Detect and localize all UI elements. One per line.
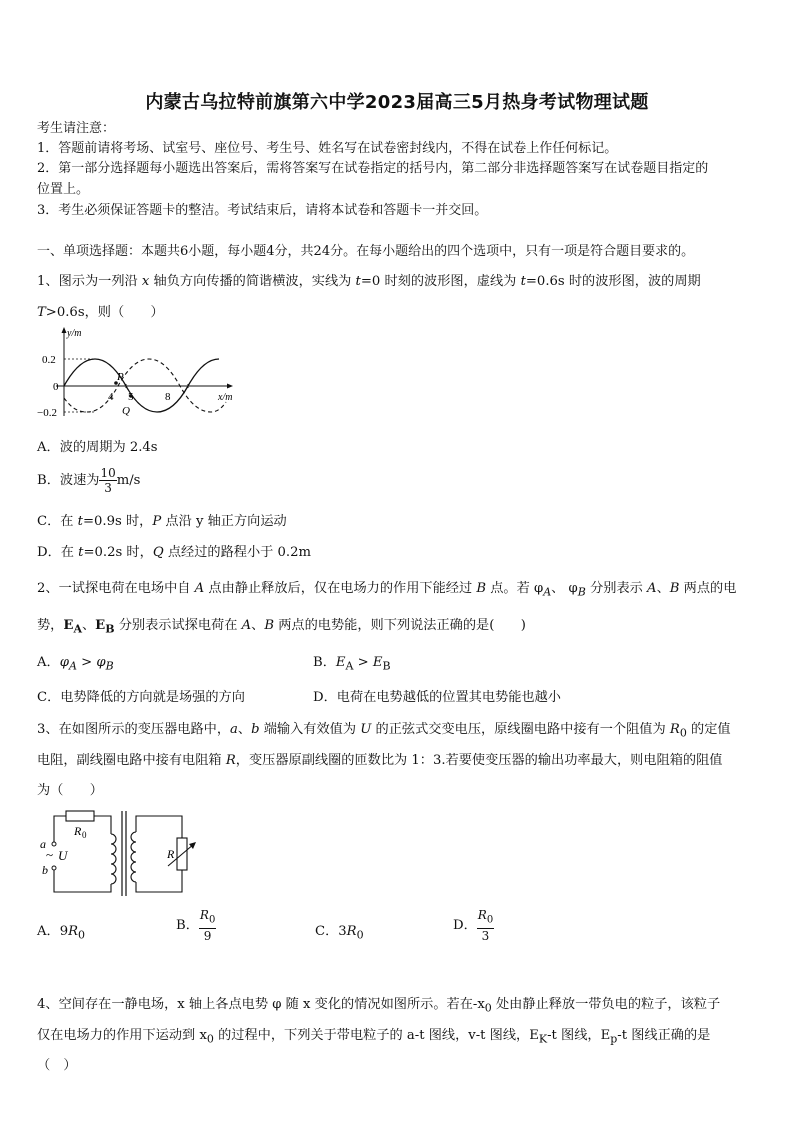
label-P: P (117, 371, 124, 383)
q1-stem-line1: 1、图示为一列沿 x 轴负方向传播的简谐横波，实线为 t=0 时刻的波形图，虚线为 t=0.6s 时的波形图，波的周期 (37, 274, 701, 289)
q1-option-d: D．在 t=0.2s 时，Q 点经过的路程小于 0.2m (37, 545, 311, 560)
q1-option-a: A．波的周期为 2.4s (37, 440, 158, 455)
q1-stem-line2: T>0.6s，则（ ） (37, 305, 164, 320)
y-tick-neg0.2: −0.2 (37, 407, 57, 419)
y-axis-label: y/m (67, 328, 82, 339)
y-tick-0.2: 0.2 (42, 354, 56, 366)
x-tick-8: 8 (165, 391, 171, 403)
notice-item-1: 1．答题前请将考场、试室号、座位号、考生号、姓名写在试卷密封线内，不得在试卷上作任何标记。 (37, 141, 618, 156)
x-tick-5: 5 (128, 391, 134, 403)
q1-wave-graph (34, 324, 244, 420)
ac-source-icon: ~ (46, 847, 54, 862)
q3-stem-line3: 为（ ） (37, 783, 103, 798)
q2-option-d: D．电荷在电势越低的位置其电势能也越小 (313, 690, 561, 705)
q1-option-c: C．在 t=0.9s 时，P 点沿 y 轴正方向运动 (37, 514, 287, 529)
q3-stem-line1: 3、在如图所示的变压器电路中，a、b 端输入有效值为 U 的正弦式交变电压，原线圈电路中接有一个阻值为 $R_0$ 的定值 (37, 722, 731, 740)
q3-stem-line2: 电阻，副线圈电路中接有电阻箱 R，变压器原副线圈的匝数比为 1：3.若要使变压器的输出功率最大，则电阻箱的阻值 (37, 753, 723, 768)
q2-option-c: C．电势降低的方向就是场强的方向 (37, 690, 245, 705)
q4-stem-line1: 4、空间存在一静电场，x 轴上各点电势 φ 随 x 变化的情况如图所示。若在$-x_0$ 处由静止释放一带负电的粒子，该粒子 (37, 997, 721, 1015)
notice-item-2: 2．第一部分选择题每小题选出答案后，需将答案写在试卷指定的括号内，第二部分非选择题答案写在试卷题目指定的 (37, 161, 709, 176)
q3-transformer-circuit (36, 808, 206, 900)
q3-option-b: B． $\frac{R_0}{9}$ (176, 908, 216, 943)
page-title: 内蒙古乌拉特前旗第六中学2023届高三5月热身考试物理试题 (145, 92, 649, 113)
secondary-coil (131, 832, 136, 882)
q3-option-a: A．$9R_0$ (37, 924, 86, 942)
q4-stem-line2: 仅在电场力的作用下运动到 $x_0$ 的过程中，下列关于带电粒子的 a-t 图线，v-t 图线，$E_K-t$ 图线，$E_p-t$ 图线正确的是 (37, 1028, 711, 1046)
label-a: a (40, 837, 46, 851)
y-tick-0: 0 (53, 381, 59, 393)
q2-stem-line1: 2、一试探电荷在电场中自 A 点由静止释放后，仅在电场力的作用下能经过 B 点。若 $\varphi_A$、 $\varphi_B$ 分别表示 A、B 两点的电 (37, 581, 737, 599)
section-heading: 一、单项选择题：本题共6小题，每小题4分，共24分。在每小题给出的四个选项中，只有一项是符合题目要求的。 (37, 244, 695, 259)
q2-option-b: B．$E_A > E_B$ (313, 655, 391, 673)
label-R0: R (74, 824, 82, 838)
label-Q: Q (122, 405, 130, 417)
resistor-R0 (66, 811, 94, 821)
primary-coil (111, 834, 116, 884)
q4-stem-line3: （ ） (37, 1058, 77, 1073)
q3-option-d: D． $\frac{R_0}{3}$ (453, 908, 494, 943)
q2-option-a: A．$\varphi_A > \varphi_B$ (37, 655, 114, 673)
q1-option-b: B．波速为 $\frac{10}{3}$ m/s (37, 466, 141, 495)
label-b: b (42, 863, 48, 877)
q2-stem-line2: 势，$E_A$、$E_B$ 分别表示试探电荷在 A、B 两点的电势能，则下列说法正确的是( ) (37, 618, 526, 636)
x-axis-label: x/m (218, 392, 233, 403)
notice-item-2-cont: 位置上。 (37, 182, 90, 197)
label-R: R (167, 847, 175, 861)
q3-option-c: C．$3R_0$ (315, 924, 364, 942)
label-R0-sub: 0 (82, 830, 87, 840)
x-tick-4: 4 (108, 391, 114, 403)
notice-heading: 考生请注意： (37, 121, 116, 136)
notice-item-3: 3．考生必须保证答题卡的整洁。考试结束后，请将本试卷和答题卡一并交回。 (37, 203, 488, 218)
label-U: U (58, 848, 68, 863)
